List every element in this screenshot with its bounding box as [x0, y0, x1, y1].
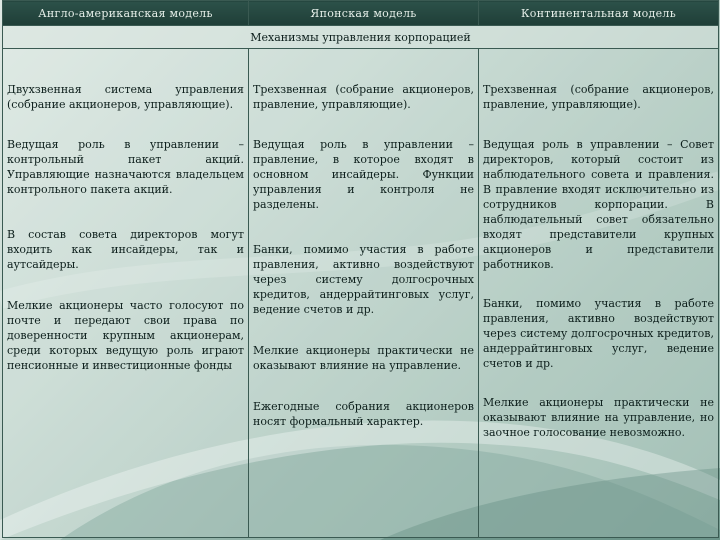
continental-paragraph: Банки, помимо участия в работе правления, активно воздействуют через систему долгосрочных кредитов, андеррайтинговых услуг, ведение счетов и др. — [483, 297, 714, 370]
header-row — [3, 1, 719, 26]
section-title: Механизмы управления корпорацией — [3, 26, 719, 49]
japanese-paragraph: Банки, помимо участия в работе правления, активно воздействуют через систему долгосрочных кредитов, андеррайтинговых услуг, ведение счетов и др. — [253, 243, 474, 316]
anglo-american-paragraph: Двухзвенная система управления (собрание акционеров, управляющие). — [7, 83, 244, 111]
anglo-american-paragraph: В состав совета директоров могут входить как инсайдеры, так и аутсайдеры. — [7, 228, 244, 271]
corporate-governance-models-table — [2, 0, 719, 538]
column-header-anglo-american: Англо-американская модель — [3, 1, 249, 26]
anglo-american-cell — [3, 49, 249, 538]
continental-paragraph: Ведущая роль в управлении – Совет директоров, который состоит из наблюдательного совета и правления. В правление входят исключительно из сотрудников корпорации. В наблюдательный совет обязательно входят представители крупных акционеров и представители работников. — [483, 138, 714, 271]
continental-paragraph: Мелкие акционеры практически не оказывают влияние на управление, но заочное голосование невозможно. — [483, 396, 714, 439]
japanese-cell — [249, 49, 479, 538]
section-row — [3, 26, 719, 49]
column-header-continental: Континентальная модель — [479, 1, 719, 26]
content-row — [3, 49, 719, 538]
continental-cell — [479, 49, 719, 538]
anglo-american-paragraph: Ведущая роль в управлении – контрольный пакет акций. Управляющие назначаются владельцем контрольного пакета акций. — [7, 138, 244, 196]
column-header-japanese: Японская модель — [249, 1, 479, 26]
anglo-american-paragraph: Мелкие акционеры часто голосуют по почте и передают свои права по доверенности крупным акционерам, среди которых ведущую роль играют пенсионные и инвестиционные фонды — [7, 299, 244, 372]
japanese-paragraph: Мелкие акционеры практически не оказывают влияние на управление. — [253, 344, 474, 372]
japanese-paragraph: Трехзвенная (собрание акционеров, правление, управляющие). — [253, 83, 474, 111]
japanese-paragraph: Ведущая роль в управлении – правление, в которое входят в основном инсайдеры. Функции управления и контроля не разделены. — [253, 138, 474, 211]
japanese-paragraph: Ежегодные собрания акционеров носят формальный характер. — [253, 400, 474, 428]
continental-paragraph: Трехзвенная (собрание акционеров, правление, управляющие). — [483, 83, 714, 111]
